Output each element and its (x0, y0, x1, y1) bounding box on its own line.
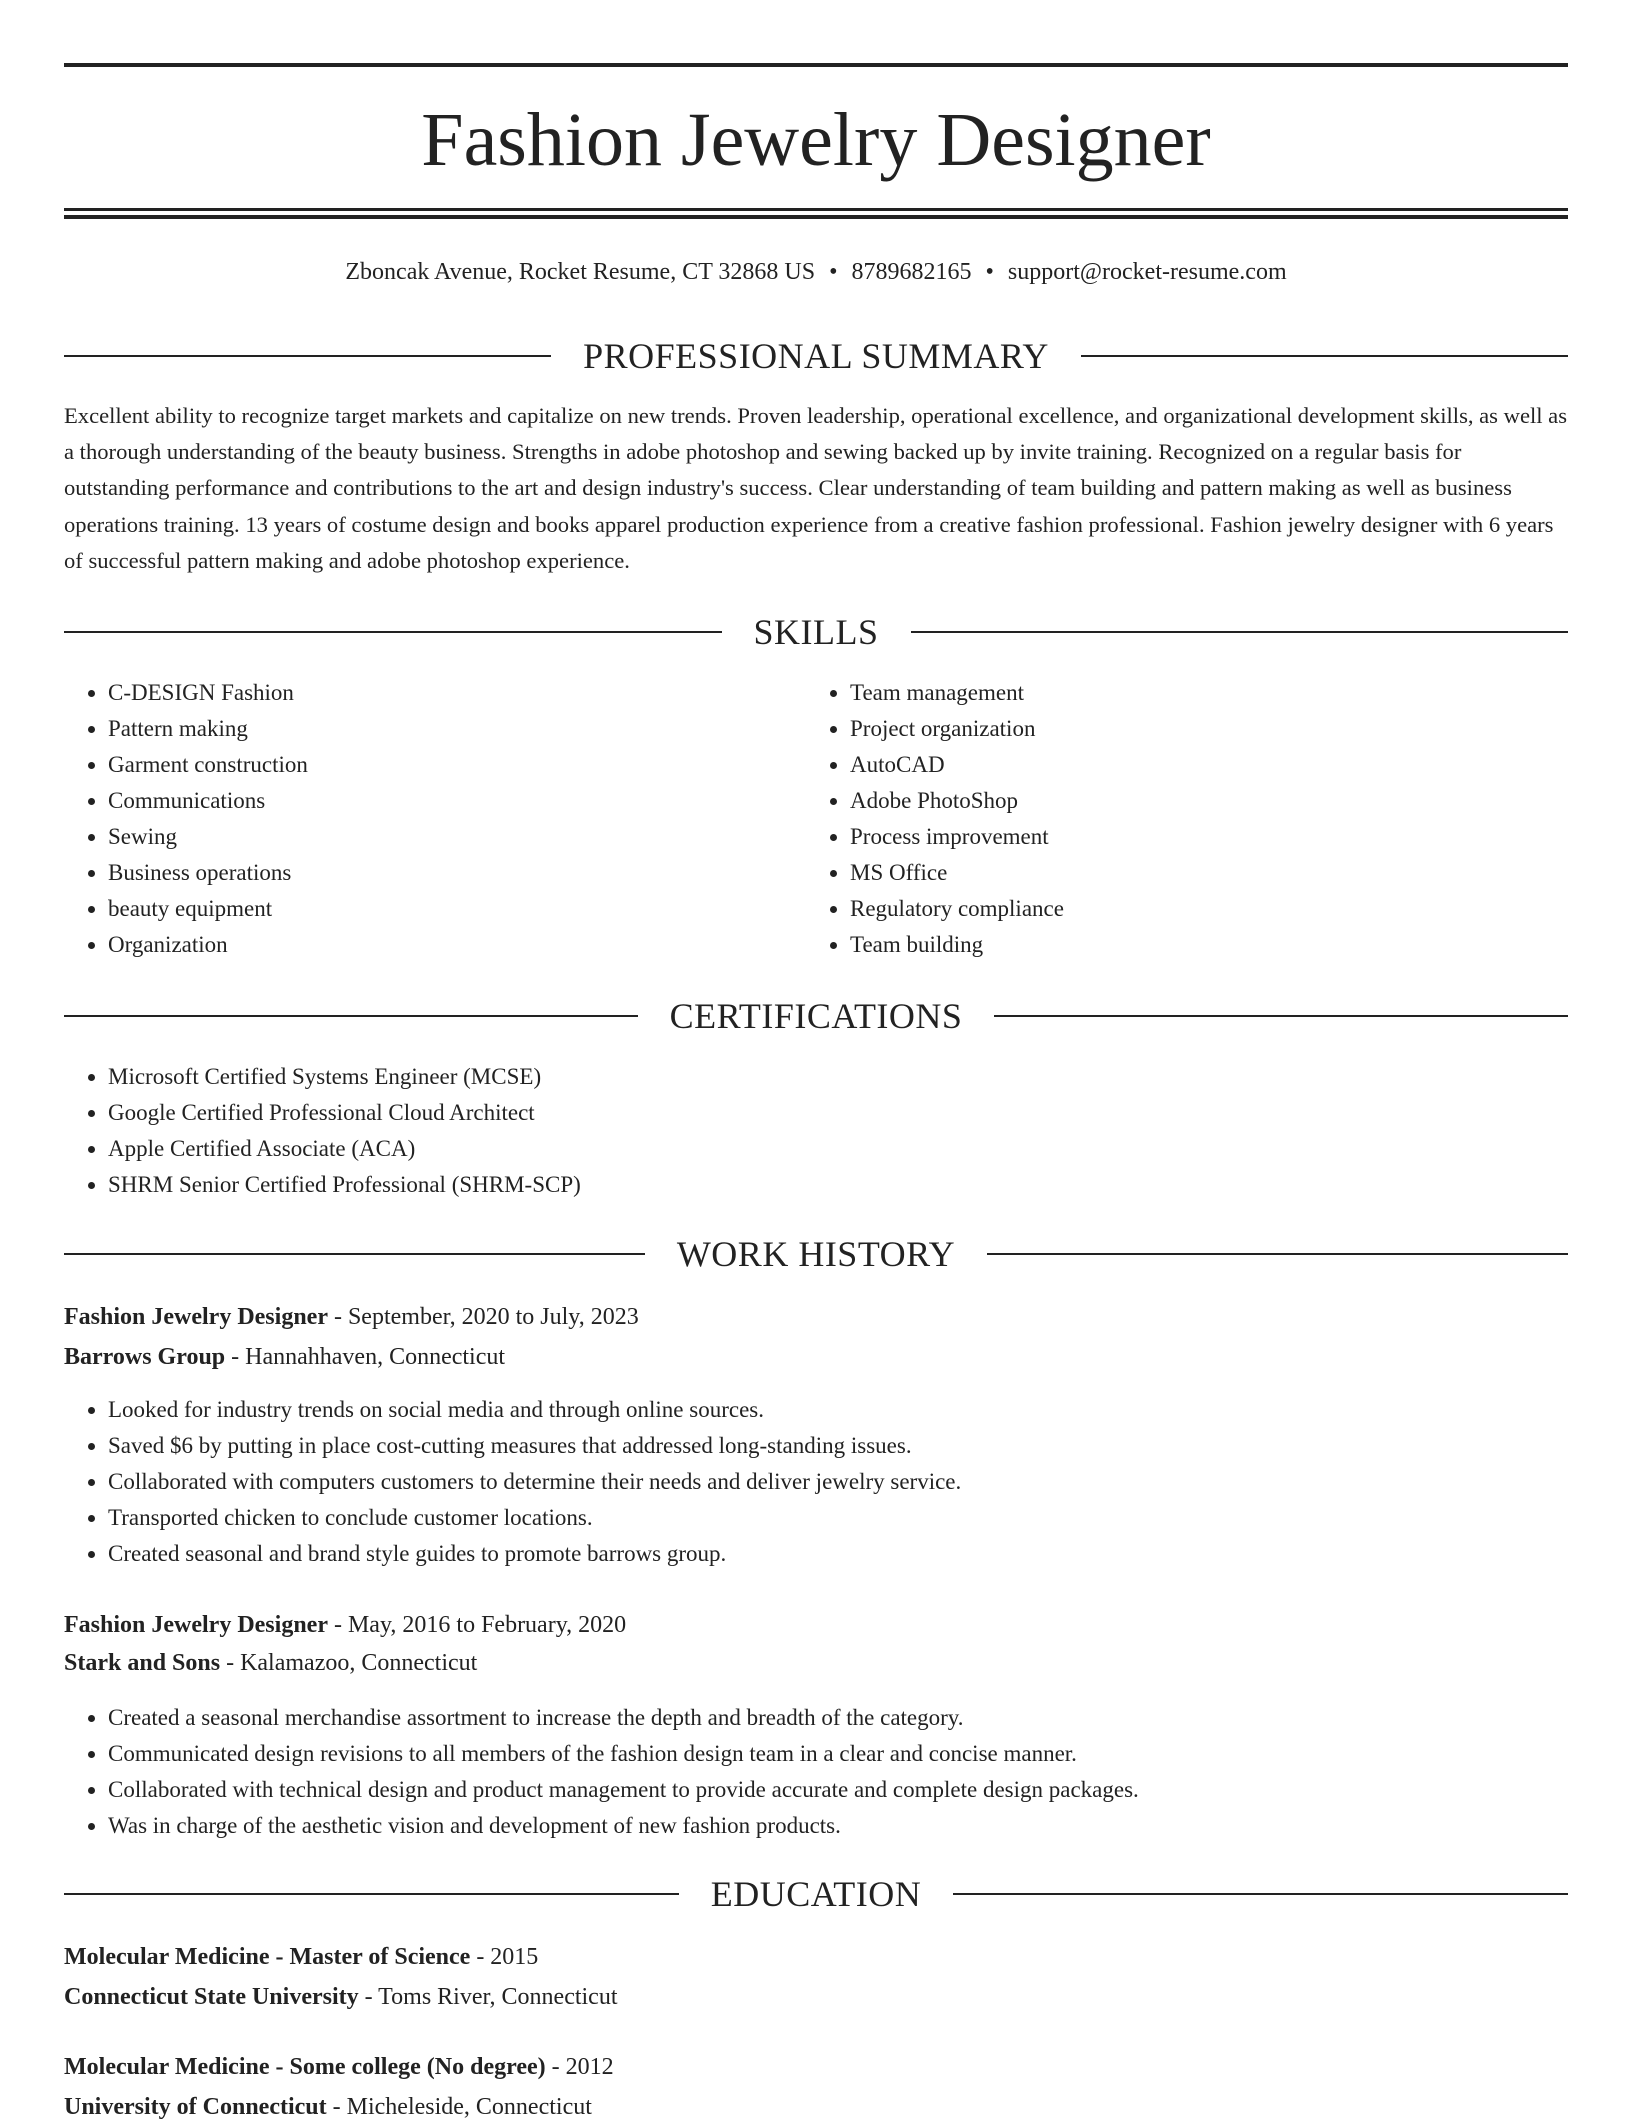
job-company-line (64, 1341, 1568, 1373)
contact-line (64, 256, 1568, 288)
job-bullet: • Collaborated with computers customers to determine their needs and deliver jewelry service. (108, 1464, 1508, 1500)
job-bullet: • Collaborated with technical design and product management to provide accurate and complete design packages. (108, 1772, 1508, 1808)
skills-list-right (806, 675, 1550, 963)
certification-item: • Google Certified Professional Cloud Architect (108, 1095, 1408, 1131)
contact-separator: • (829, 259, 838, 285)
job-bullet: • Transported chicken to conclude customer locations. (108, 1500, 1508, 1536)
certification-item: • Apple Certified Associate (ACA) (108, 1131, 1408, 1167)
contact-phone: 8789682165 (851, 259, 972, 285)
skills-list-left (64, 675, 808, 963)
section-rule (987, 1253, 1568, 1255)
section-header-work-history (64, 1232, 1568, 1276)
education-school-line (64, 1981, 1568, 2013)
section-rule (911, 631, 1569, 633)
skill-item: • AutoCAD (850, 747, 1550, 783)
certifications-list (64, 1059, 1408, 1203)
education-location: - Toms River, Connecticut (358, 1984, 618, 2010)
section-rule (994, 1015, 1568, 1017)
section-title-summary: PROFESSIONAL SUMMARY (583, 336, 1049, 376)
job-location: - Kalamazoo, Connecticut (220, 1650, 478, 1676)
job-dates: - May, 2016 to February, 2020 (327, 1612, 627, 1638)
section-rule (64, 1015, 638, 1017)
skill-item: • Communications (108, 783, 808, 819)
education-school: Connecticut State University (64, 1984, 359, 2010)
section-title-work-history: WORK HISTORY (676, 1234, 956, 1274)
section-rule (64, 355, 551, 357)
certification-item: • SHRM Senior Certified Professional (SHRM-SCP) (108, 1167, 1408, 1203)
job-title-line (64, 1609, 1568, 1641)
skill-item: • Team building (850, 927, 1550, 963)
top-rule (64, 63, 1568, 67)
education-school: University of Connecticut (64, 2094, 327, 2120)
skill-item: • Regulatory compliance (850, 891, 1550, 927)
contact-separator: • (985, 259, 994, 285)
skill-item: • Pattern making (108, 711, 808, 747)
job-company: Stark and Sons (64, 1650, 221, 1676)
section-title-certifications: CERTIFICATIONS (669, 996, 963, 1036)
job-title-line (64, 1301, 1568, 1333)
contact-address: Zboncak Avenue, Rocket Resume, CT 32868 US (345, 259, 816, 285)
education-school-line (64, 2091, 1568, 2123)
skill-item: • Garment construction (108, 747, 808, 783)
skill-item: • Business operations (108, 855, 808, 891)
section-header-certifications (64, 994, 1568, 1038)
section-title-skills: SKILLS (753, 612, 879, 652)
skill-item: • Adobe PhotoShop (850, 783, 1550, 819)
skill-item: • MS Office (850, 855, 1550, 891)
education-degree: Molecular Medicine - Some college (No degree) (64, 2054, 546, 2080)
section-title-education: EDUCATION (710, 1874, 922, 1914)
resume-title: Fashion Jewelry Designer (421, 98, 1211, 182)
job-company-line (64, 1647, 1568, 1679)
summary-text: Excellent ability to recognize target markets and capitalize on new trends. Proven leadership, operational excellence, and organizational development skills, as well as a thorough understanding of the beauty business. Strengths in adobe photoshop and sewing backed up by invite training. Recognized on a regular basis for outstanding performance and contributions to the art and design industry's success. Clear understanding of team building and pattern making as well as business operations training. 13 years of costume design and books apparel production experience from a creative fashion professional. Fashion jewelry designer with 6 years of successful pattern making and adobe photoshop experience. (64, 403, 1567, 573)
education-year: - 2012 (545, 2054, 614, 2080)
certification-item: • Microsoft Certified Systems Engineer (MCSE) (108, 1059, 1408, 1095)
job-bullet: • Was in charge of the aesthetic vision and development of new fashion products. (108, 1808, 1508, 1844)
education-degree-line (64, 2051, 1568, 2083)
contact-email: support@rocket-resume.com (1007, 259, 1287, 285)
job-bullet: • Looked for industry trends on social media and through online sources. (108, 1392, 1508, 1428)
section-rule (64, 631, 722, 633)
skill-item: • C-DESIGN Fashion (108, 675, 808, 711)
skill-item: • Project organization (850, 711, 1550, 747)
skill-item: • Process improvement (850, 819, 1550, 855)
title-double-rule (64, 208, 1568, 219)
job-company: Barrows Group (64, 1344, 226, 1370)
job-dates: - September, 2020 to July, 2023 (327, 1304, 639, 1330)
skill-item: • beauty equipment (108, 891, 808, 927)
job-location: - Hannahhaven, Connecticut (225, 1344, 506, 1370)
section-rule (64, 1253, 645, 1255)
job-title: Fashion Jewelry Designer (64, 1612, 328, 1638)
skill-item: • Team management (850, 675, 1550, 711)
job-bullets (64, 1700, 1508, 1844)
job-title: Fashion Jewelry Designer (64, 1304, 328, 1330)
section-rule (1081, 355, 1568, 357)
education-degree: Molecular Medicine - Master of Science (64, 1944, 471, 1970)
section-rule (64, 1893, 679, 1895)
education-degree-line (64, 1941, 1568, 1973)
section-header-skills (64, 610, 1568, 654)
job-bullets (64, 1392, 1508, 1572)
education-year: - 2015 (470, 1944, 539, 1970)
job-bullet: • Created seasonal and brand style guides to promote barrows group. (108, 1536, 1508, 1572)
job-bullet: • Communicated design revisions to all members of the fashion design team in a clear and concise manner. (108, 1736, 1508, 1772)
education-location: - Micheleside, Connecticut (326, 2094, 592, 2120)
section-header-education (64, 1872, 1568, 1916)
job-bullet: • Saved $6 by putting in place cost-cutting measures that addressed long-standing issues. (108, 1428, 1508, 1464)
skill-item: • Organization (108, 927, 808, 963)
skill-item: • Sewing (108, 819, 808, 855)
section-header-summary (64, 334, 1568, 378)
job-bullet: • Created a seasonal merchandise assortment to increase the depth and breadth of the category. (108, 1700, 1508, 1736)
section-rule (953, 1893, 1568, 1895)
